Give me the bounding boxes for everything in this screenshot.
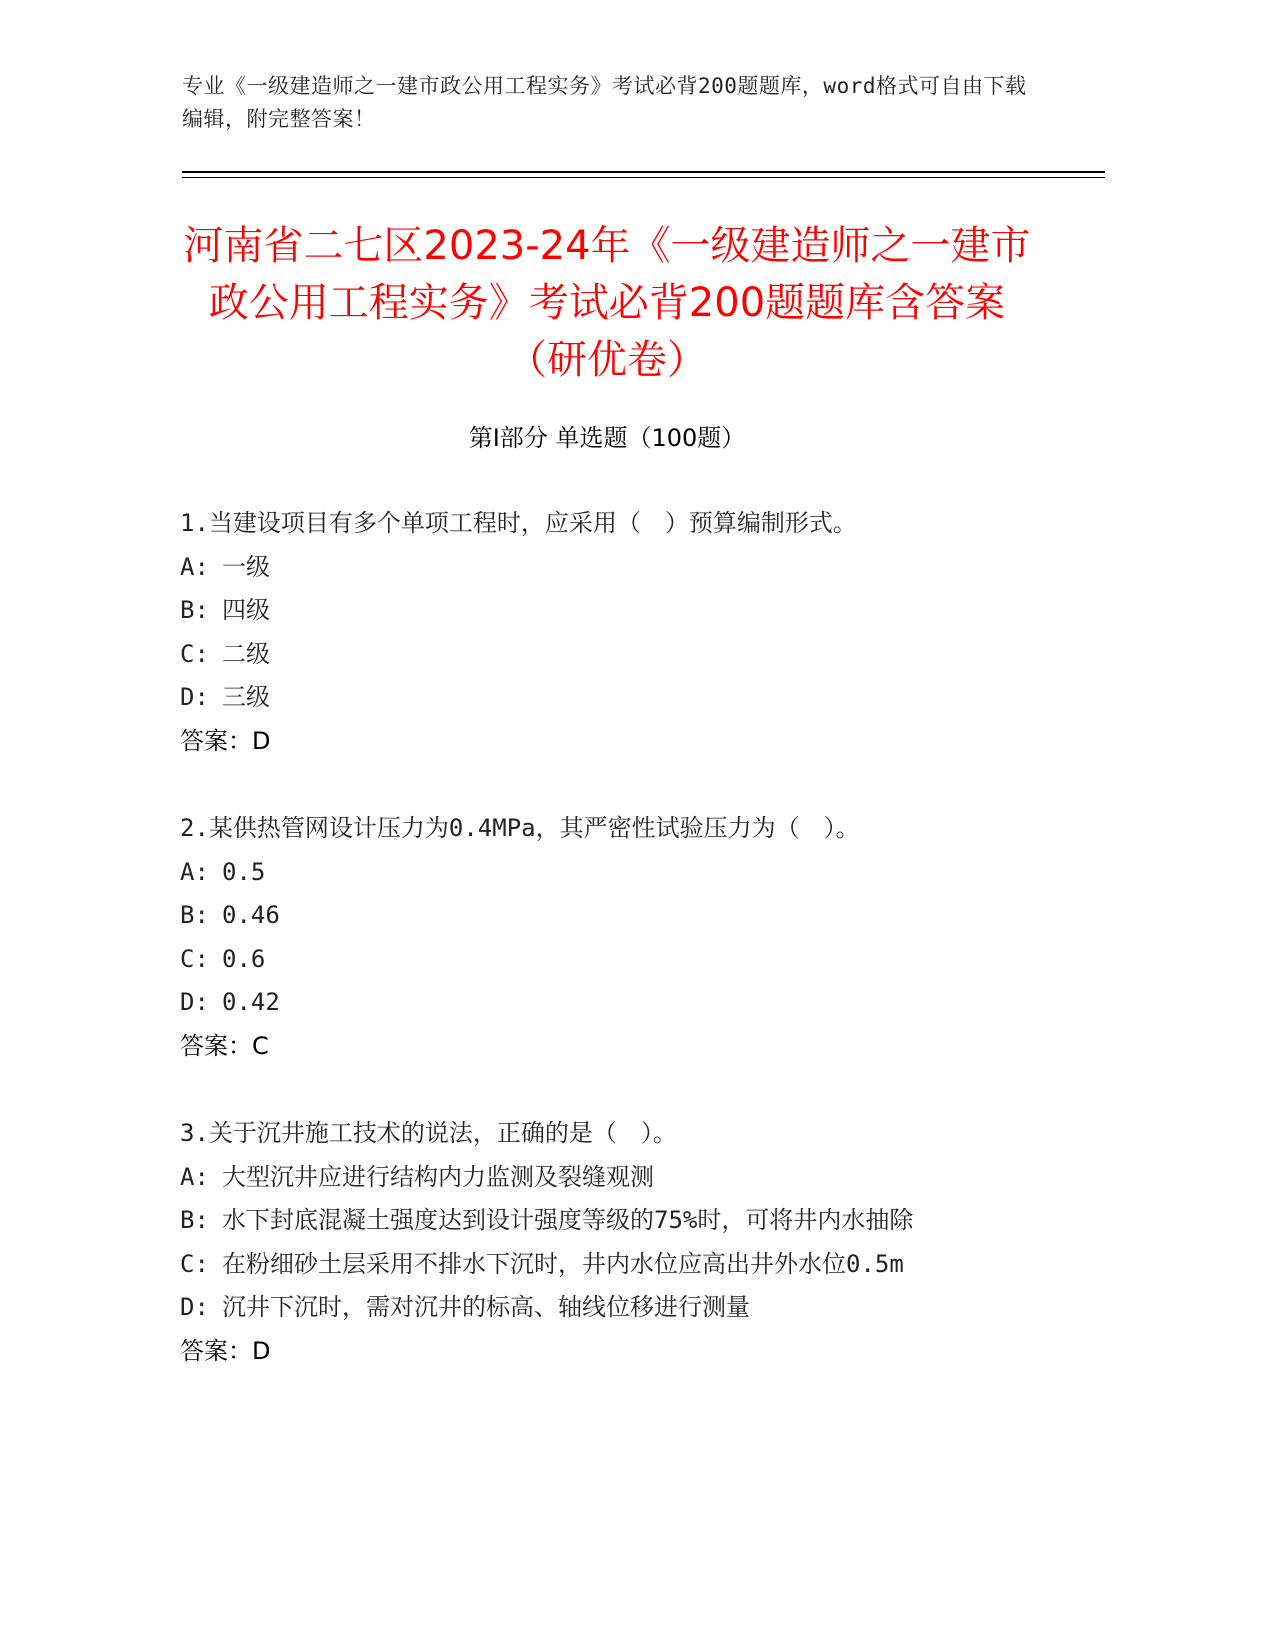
option-text: 三级 [222,683,270,711]
option-letter: A: [180,1162,209,1191]
option-letter: D: [180,1293,209,1321]
option-text: 0.5 [222,857,266,886]
option-text: 大型沉井应进行结构内力监测及裂缝观测 [222,1162,654,1191]
header-rule-thin [182,177,1105,178]
option-text: 在粉细砂土层采用不排水下沉时，井内水位应高出井外水位0.5m [222,1249,904,1278]
option-text: 四级 [222,596,270,624]
question-2 [180,807,1080,1068]
option-d [180,676,1080,720]
option-letter: D: [180,988,209,1016]
option-d [180,981,1080,1025]
option-a [180,546,1080,590]
question-1 [180,502,1080,763]
option-text: 水下封底混凝土强度达到设计强度等级的75%时，可将井内水抽除 [222,1206,914,1234]
option-text: 一级 [222,552,270,581]
option-letter: C: [180,639,209,668]
question-3 [180,1112,1080,1373]
option-a [180,851,1080,895]
answer: 答案：D [180,726,271,755]
option-letter: A: [180,857,209,886]
option-b [180,894,1080,938]
option-letter: D: [180,683,209,711]
question-stem: 1.当建设项目有多个单项工程时，应采用（ ）预算编制形式。 [180,509,857,537]
option-text: 0.46 [222,901,280,929]
option-text: 0.6 [222,944,266,973]
header-note: 专业《一级建造师之一建市政公用工程实务》考试必背200题题库，word格式可自由下载编辑，附完整答案！ [182,74,1027,131]
header-rule-thick [182,171,1105,173]
option-c [180,1243,1080,1287]
option-text: 二级 [222,639,270,668]
option-letter: A: [180,552,209,581]
option-b [180,1199,1080,1243]
question-stem: 2.某供热管网设计压力为0.4MPa，其严密性试验压力为（ ）。 [180,814,860,842]
option-b [180,589,1080,633]
option-letter: B: [180,1206,209,1234]
option-text: 沉井下沉时，需对沉井的标高、轴线位移进行测量 [222,1293,750,1321]
option-letter: C: [180,944,209,973]
option-c [180,938,1080,982]
option-c [180,633,1080,677]
question-stem: 3.关于沉井施工技术的说法，正确的是（ ）。 [180,1119,677,1147]
option-letter: B: [180,596,209,624]
option-d [180,1286,1080,1330]
option-letter: B: [180,901,209,929]
document-title: 河南省二七区2023-24年《一级建造师之一建市政公用工程实务》考试必背200题题库含答案（研优卷） [183,223,1031,383]
answer: 答案：C [180,1031,269,1060]
option-text: 0.42 [222,988,280,1016]
option-letter: C: [180,1249,209,1278]
answer: 答案：D [180,1336,271,1365]
option-a [180,1156,1080,1200]
section-heading: 第I部分 单选题（100题） [468,424,746,452]
